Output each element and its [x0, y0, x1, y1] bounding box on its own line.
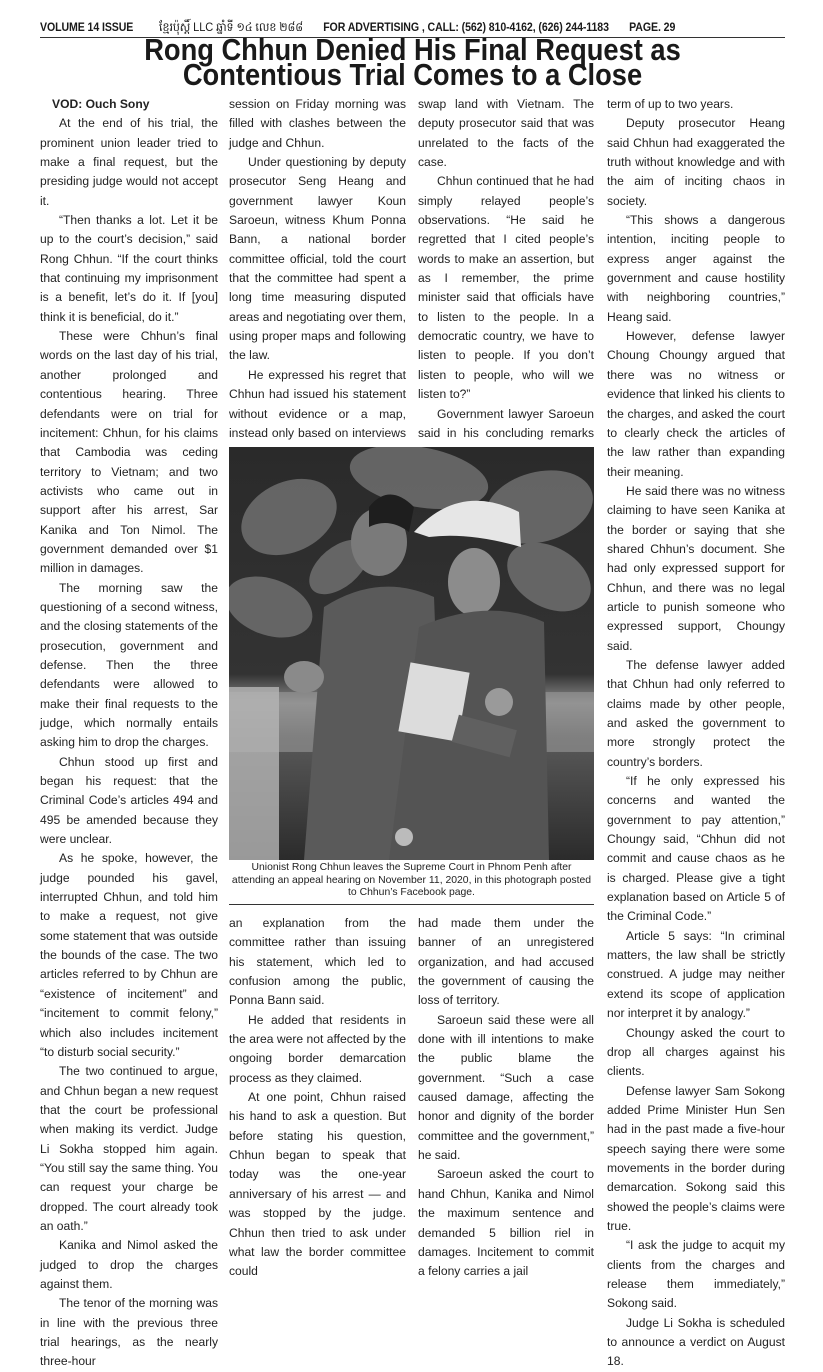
volume-issue: VOLUME 14 ISSUE [40, 22, 134, 34]
paragraph: He said there was no witness claiming to have seen Kanika at the border or saying that she shared Chhun’s document. She had only expressed support for Chhun, and there was no legal article to punish someone who expressed support, Choungy said. [607, 483, 785, 653]
paragraph: Article 5 says: “In criminal matters, the law shall be strictly construed. A judge may neither extend its scope of application nor interpret it by analogy.” [607, 928, 785, 1021]
paragraph: had made them under the banner of an unregistered organization, and had accused the government of causing the loss of territory. [418, 916, 594, 1008]
paragraph: swap land with Vietnam. The deputy prosecutor said that was unrelated to the facts of the case. [418, 97, 594, 170]
article-column-3-bottom [418, 914, 594, 1282]
page-number: PAGE. 29 [629, 22, 676, 34]
paragraph: At one point, Chhun raised his hand to ask a question. But before stating his question, Chhun began to speak that today was the one-year anniversary of his arrest — and was stopped by the judge. Chhun then tried to ask under what law the border committee could [229, 1090, 406, 1279]
paragraph: Under questioning by deputy prosecutor Seng Heang and government lawyer Koun Saroeun, witness Khum Ponna Bann, a national border committee official, told the court that the committee had spent a long time measuring disputed areas and negotiating over them, using proper maps and following the law. [229, 155, 406, 363]
paragraph: However, defense lawyer Choung Choungy argued that there was no witness or evidence that linked his clients to the charges, and asked the court to clearly check the articles of the law rather than expanding their meaning. [607, 329, 785, 479]
advertising-contact: FOR ADVERTISING , CALL: (562) 810-4162, (626) 244-1183 [323, 22, 609, 34]
paragraph: He expressed his regret that Chhun had issued his statement without evidence or a map, instead only based on interviews [229, 367, 406, 440]
paragraph: At the end of his trial, the prominent union leader tried to make a final request, but the presiding judge would not accept it. [40, 116, 218, 208]
paragraph: an explanation from the committee rather than issuing his statement, which led to confusion among the public, Ponna Bann said. [229, 916, 406, 1008]
paragraph: session on Friday morning was filled with clashes between the judge and Chhun. [229, 97, 406, 150]
paragraph: As he spoke, however, the judge pounded his gavel, interrupted Chhun, and told him to make a request, not give some statement that was outside the bounds of the case. The two articles referred to by Chhun are “existence of incitement” and “incitement to commit felony,” which also includes incitement “to disturb social security.” [40, 851, 218, 1059]
paragraph: “I ask the judge to acquit my clients from the charges and release them immediately,” Sokong said. [607, 1238, 785, 1311]
column-1-body [40, 114, 218, 1371]
paragraph: Kanika and Nimol asked the judged to drop the charges against them. [40, 1238, 218, 1291]
paragraph: Choungy asked the court to drop all charges against his clients. [607, 1025, 785, 1079]
headline-line-2: Contentious Trial Comes to a Close [182, 57, 643, 92]
paragraph: term of up to two years. [607, 97, 734, 111]
paragraph: Chhun continued that he had simply relayed people’s observations. “He said he regretted that I cited people’s words to make an assertion, but as I remember, the prime minister said that officials have to listen to the people. In a democratic country, we have to listen to people. If you don’t listen to people, who will we listen to?” [418, 174, 594, 402]
column-4-body [607, 95, 785, 1372]
paragraph: Deputy prosecutor Heang said Chhun had exaggerated the truth without knowledge and with the aim of inciting chaos in society. [607, 116, 785, 208]
paragraph: Defense lawyer Sam Sokong added Prime Minister Hun Sen had in the past made a five-hour speech saying there were some movements in the border during demarcation. Sokong said this showed the people’s claims were true. [607, 1083, 785, 1233]
paragraph: He added that residents in the area were not affected by the ongoing border demarcation process as they claimed. [229, 1012, 406, 1085]
paragraph: The defense lawyer added that Chhun had only referred to claims made by other people, and asked the government to more strongly protect the country’s borders. [607, 657, 785, 769]
headline-line-1: Rong Chhun Denied His Final Request as [144, 32, 681, 67]
paragraph: Saroeun said these were all done with ill intentions to make the public blame the government. “Such a case caused damage, affecting the honor and dignity of the border committee and the government,” he said. [418, 1012, 594, 1163]
article-photo [229, 447, 594, 860]
publication-name-khmer: ខ្មែរប៉ុស្តិ៍ LLC ឆ្នាំទី ១៤ លេខ ២៨៨ [159, 20, 303, 34]
photo-caption: Unionist Rong Chhun leaves the Supreme Court in Phnom Penh after attending an appeal hearing on November 11, 2020, in this photograph posted to Chhun’s Facebook page. [231, 862, 592, 898]
paragraph: “Then thanks a lot. Let it be up to the court’s decision,” said Rong Chhun. “If the court thinks that continuing my imprisonment is a benefit, let’s do it. If [you] think it is beneficial, do it.” [40, 213, 218, 324]
column-2-top-body [229, 95, 406, 482]
article-column-2-bottom [229, 914, 406, 1282]
caption-rule [229, 904, 594, 905]
paragraph: The tenor of the morning was in line with the previous three trial hearings, as the nearly three-hour [40, 1296, 218, 1369]
photo-illustration [229, 447, 594, 860]
paragraph: Saroeun asked the court to hand Chhun, Kanika and Nimol the maximum sentence and demanded 5 billion riel in damages. Incitement to commit a felony carries a jail [418, 1167, 594, 1279]
paragraph: “This shows a dangerous intention, inciting people to express anger against the government and cause hostility with neighboring countries,” Heang said. [607, 213, 785, 324]
paragraph: “If he only expressed his concerns and wanted the government to pay attention,” Choungy said, “Chhun did not commit and cause chaos as he is charged. Please give a tight explanation based on Article 5 of the Criminal Code.” [607, 774, 785, 924]
article-column-4 [607, 95, 785, 1372]
paragraph: These were Chhun’s final words on the last day of his trial, another prolonged and contentious hearing. Three defendants were on trial for incitement: Chhun, for his claims that Cambodia was ceding territory to Vietnam; and two activists who came out in support after his arrest, Sar Kanika and Ton Nimol. The government demanded over $1 million in damages. [40, 329, 218, 576]
article-column-1 [40, 95, 218, 1372]
paragraph: Chhun stood up first and began his request: that the Criminal Code’s articles 494 and 495 be amended because they were unclear. [40, 754, 218, 847]
paragraph: The two continued to argue, and Chhun began a new request that the court be professional when making its verdict. Judge Li Sokha stopped him again. “You still say the same thing. You can request your charge be dropped. The court already took an oath.” [40, 1064, 218, 1233]
paragraph: Judge Li Sokha is scheduled to announce a verdict on August 18. [607, 1315, 785, 1369]
stone-pillar [229, 687, 279, 860]
column-3-bottom-body [418, 914, 594, 1282]
byline: VOD: Ouch Sony [52, 97, 150, 111]
column-2-bottom-body [229, 914, 406, 1282]
paragraph: The morning saw the questioning of a second witness, and the closing statements of the prosecution, government and defense. Then the three defendants were allowed to make their final requests to the judge, which normally entails asking him to drop the charges. [40, 580, 218, 750]
paragraph: Government lawyer Saroeun said in his concluding remarks [418, 406, 594, 440]
headline [85, 32, 741, 92]
article-column-2-top [229, 95, 406, 482]
